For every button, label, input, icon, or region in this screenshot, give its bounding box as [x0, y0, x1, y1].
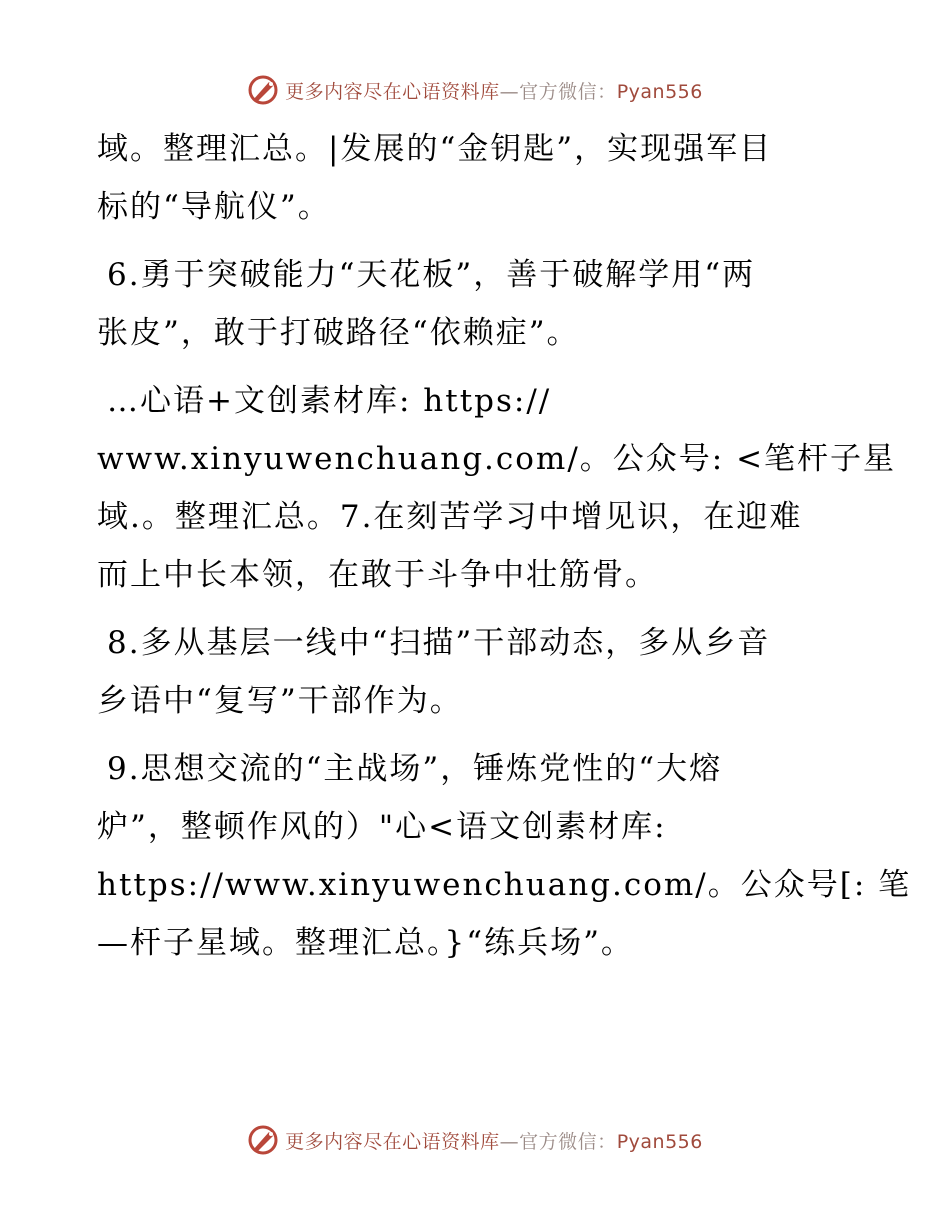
paragraph-1 [97, 120, 857, 236]
paragraph-5 [97, 740, 912, 972]
banner-main: 更多内容尽在心语资料库 [285, 1130, 500, 1153]
pen-logo-icon [247, 74, 279, 106]
paragraph-4 [97, 614, 857, 730]
text-line: 标的“导航仪”。 [97, 189, 331, 225]
paragraph-2 [97, 246, 857, 362]
text-line: 张皮”，敢于打破路径“依赖症”。 [97, 315, 580, 351]
banner-text [285, 1127, 703, 1154]
document-body [97, 120, 912, 982]
text-line: www.xinyuwenchuang.com/。公众号: <笔杆子星 [97, 441, 897, 477]
text-line: 域.。整理汇总。7.在刻苦学习中增见识，在迎难 [97, 499, 803, 535]
text-line: 而上中长本领，在敢于斗争中壮筋骨。 [97, 557, 658, 593]
header-banner [0, 72, 950, 108]
text-line: 炉”，整顿作风的）"心<语文创素材库: [97, 809, 667, 845]
banner-separator: — [499, 80, 520, 103]
pen-logo-icon [247, 1124, 279, 1156]
banner-sub: 官方微信： [519, 80, 617, 103]
text-line: 域。整理汇总。|发展的“金钥匙”，实现强军目 [97, 131, 773, 167]
text-line: 乡语中“复写”干部作为。 [97, 683, 463, 719]
text-line: 6.勇于突破能力“天花板”，善于破解学用“两 [107, 257, 756, 293]
text-line: 9.思想交流的“主战场”，锤炼党性的“大熔 [107, 751, 723, 787]
banner-main: 更多内容尽在心语资料库 [285, 80, 500, 103]
banner-separator: — [499, 1130, 520, 1153]
paragraph-3 [97, 372, 897, 604]
text-line: —杆子星域。整理汇总。}“练兵场”。 [97, 925, 634, 961]
banner-wechat: Pyan556 [616, 80, 703, 103]
banner-wechat: Pyan556 [616, 1130, 703, 1153]
text-line: https://www.xinyuwenchuang.com/。公众号[: 笔 [97, 867, 912, 903]
footer-banner [0, 1122, 950, 1158]
text-line: …心语+文创素材库: https:// [107, 383, 552, 419]
banner-sub: 官方微信： [519, 1130, 617, 1153]
text-line: 8.多从基层一线中“扫描”干部动态，多从乡音 [107, 625, 771, 661]
banner-text [285, 77, 703, 104]
